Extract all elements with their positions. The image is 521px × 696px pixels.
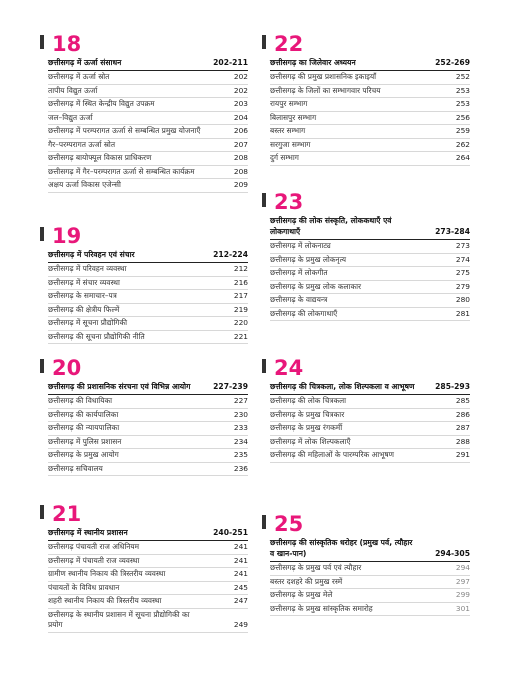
entry-title: छत्तीसगढ़ की सूचना प्रौद्योगिकी नीति — [48, 331, 145, 341]
entry-page: 259 — [455, 126, 470, 135]
toc-entry[interactable] — [48, 263, 248, 277]
entry-page: 297 — [455, 576, 470, 586]
entry-title: छत्तीसगढ़ की विधायिका — [48, 396, 113, 405]
entry-title: छत्तीसगढ़ सचिवालय — [48, 463, 103, 473]
entry-page: 209 — [233, 180, 248, 189]
toc-entry[interactable] — [48, 422, 248, 436]
entry-page: 274 — [455, 254, 470, 264]
toc-entry[interactable] — [270, 449, 470, 463]
entry-title: अक्षय ऊर्जा विकास एजेन्सी — [48, 180, 121, 189]
toc-entry[interactable] — [270, 576, 470, 590]
entry-page: 208 — [233, 166, 248, 176]
entry-page: 299 — [455, 590, 470, 599]
toc-entry[interactable] — [270, 254, 470, 268]
entry-title: छत्तीसगढ़ में परिवहन व्यवस्था — [48, 264, 127, 273]
toc-entry[interactable] — [48, 125, 248, 139]
entry-title: जल–विद्युत ऊर्जा — [48, 112, 93, 122]
entry-page: 207 — [233, 139, 248, 149]
chapter-18 — [48, 33, 248, 193]
entry-page: 262 — [455, 139, 470, 149]
chapter-20 — [48, 357, 248, 476]
chapter-title: छत्तीसगढ़ की चित्रकला, लोक शिल्पकला व आभूषण — [270, 382, 415, 391]
toc-entry[interactable] — [270, 281, 470, 295]
chapter-heading[interactable] — [48, 249, 248, 263]
toc-entry[interactable] — [270, 125, 470, 139]
chapter-heading[interactable] — [270, 215, 470, 240]
entry-title: सरगुजा सम्भाग — [270, 139, 311, 149]
toc-entry[interactable] — [48, 166, 248, 180]
chapter-number: 23 — [274, 190, 304, 214]
entry-title: छत्तीसगढ़ के प्रमुख चित्रकार — [270, 409, 345, 419]
entry-title: बिलासपुर सम्भाग — [270, 112, 317, 122]
entry-page: 245 — [233, 582, 248, 592]
toc-entry[interactable] — [270, 294, 470, 308]
toc-entry[interactable] — [48, 331, 248, 345]
entry-title: गैर–परम्परागत ऊर्जा स्रोत — [48, 139, 116, 149]
chapter-title: छत्तीसगढ़ की लोक संस्कृति, लोककथाएँ एवं लोकगाथाएँ — [270, 216, 392, 236]
entry-title: छत्तीसगढ़ के प्रमुख लोक कलाकार — [270, 281, 362, 291]
toc-entry[interactable] — [48, 609, 248, 633]
entry-title: छत्तीसगढ़ की प्रमुख प्रशासनिक इकाइयाँ — [270, 72, 377, 81]
chapter-page-range: 252-269 — [435, 58, 470, 67]
toc-entry[interactable] — [48, 290, 248, 304]
entry-title: छत्तीसगढ़ के वाद्ययन्त्र — [270, 295, 328, 304]
entry-page: 202 — [233, 72, 248, 81]
toc-entry[interactable] — [270, 267, 470, 281]
toc-entry[interactable] — [48, 139, 248, 153]
entry-title: छत्तीसगढ़ बायोफ्यूल विकास प्राधिकरण — [48, 153, 152, 162]
chapter-number: 20 — [52, 356, 82, 380]
entry-page: 294 — [455, 563, 470, 572]
chapter-heading[interactable] — [48, 381, 248, 395]
toc-entry[interactable] — [270, 603, 470, 617]
toc-entry[interactable] — [48, 317, 248, 331]
entry-title: छत्तीसगढ़ पंचायती राज अधिनियम — [48, 542, 140, 551]
entry-title: शहरी स्थानीय निकाय की त्रिस्तरीय व्यवस्था — [48, 596, 162, 605]
entry-title: छत्तीसगढ़ के स्थानीय प्रशासन में सूचना प्रौद्योगिकी का प्रयोग — [48, 609, 190, 629]
chapter-title: छत्तीसगढ़ में परिवहन एवं संचार — [48, 250, 135, 259]
entry-title: छत्तीसगढ़ की न्यायपालिका — [48, 423, 120, 432]
toc-entry[interactable] — [48, 277, 248, 291]
chapter-page-range: 212-224 — [213, 250, 248, 259]
toc-entry[interactable] — [48, 595, 248, 609]
entry-page: 281 — [455, 308, 470, 318]
entry-title: तापीय विद्युत ऊर्जा — [48, 85, 98, 95]
chapter-23 — [270, 191, 470, 321]
entry-title: छत्तीसगढ़ में स्थित केन्द्रीय विद्युत उपक्रम — [48, 99, 155, 108]
entry-page: 279 — [455, 281, 470, 291]
toc-entry[interactable] — [48, 555, 248, 569]
entry-title: छत्तीसगढ़ में संचार व्यवस्था — [48, 277, 120, 287]
toc-entry[interactable] — [48, 85, 248, 99]
entry-page: 227 — [233, 396, 248, 405]
chapter-heading[interactable] — [48, 57, 248, 71]
toc-entry[interactable] — [270, 409, 470, 423]
entry-page: 288 — [455, 436, 470, 446]
entry-title: छत्तीसगढ़ की लोक चित्रकला — [270, 396, 347, 405]
entry-title: छत्तीसगढ़ की महिलाओं के पारम्परिक आभूषण — [270, 450, 394, 459]
toc-entry[interactable] — [48, 568, 248, 582]
entry-page: 285 — [455, 396, 470, 405]
entry-title: ग्रामीण स्थानीय निकाय की त्रिस्तरीय व्यवस्था — [48, 569, 166, 578]
entry-page: 202 — [233, 85, 248, 95]
entry-page: 230 — [233, 409, 248, 419]
toc-entry[interactable] — [270, 589, 470, 603]
entry-title: छत्तीसगढ़ के प्रमुख पर्व एवं त्यौहार — [270, 563, 362, 572]
chapter-title: छत्तीसगढ़ की प्रशासनिक संरचना एवं विभिन्न आयोग — [48, 382, 191, 391]
toc-entry[interactable] — [270, 139, 470, 153]
toc-entry[interactable] — [270, 152, 470, 166]
chapter-25 — [270, 513, 470, 616]
entry-title: छत्तीसगढ़ में सूचना प्रौद्योगिकी — [48, 318, 128, 327]
toc-entry[interactable] — [270, 436, 470, 450]
toc-entry[interactable] — [270, 562, 470, 576]
chapter-page-range: 227-239 — [213, 382, 248, 391]
toc-entry[interactable] — [48, 304, 248, 318]
entry-title: छत्तीसगढ़ में लोक शिल्पकलाएँ — [270, 436, 351, 446]
toc-entry[interactable] — [48, 112, 248, 126]
chapter-number: 22 — [274, 32, 304, 56]
entry-title: छत्तीसगढ़ के प्रमुख लोकनृत्य — [270, 254, 347, 264]
entry-page: 253 — [455, 85, 470, 95]
entry-title: छत्तीसगढ़ की कार्यपालिका — [48, 409, 119, 419]
entry-page: 203 — [233, 99, 248, 108]
chapter-heading[interactable] — [270, 57, 470, 71]
entry-page: 241 — [233, 542, 248, 551]
toc-entry[interactable] — [48, 71, 248, 85]
entry-title: छत्तीसगढ़ में ऊर्जा स्रोत — [48, 72, 110, 81]
toc-entry[interactable] — [48, 395, 248, 409]
entry-title: छत्तीसगढ़ के प्रमुख मेले — [270, 590, 333, 599]
entry-title: छत्तीसगढ़ में पंचायती राज व्यवस्था — [48, 555, 140, 565]
entry-title: छत्तीसगढ़ के प्रमुख रंगकर्मी — [270, 423, 343, 432]
chapter-title: छत्तीसगढ़ में स्थानीय प्रशासन — [48, 528, 128, 537]
chapter-number: 21 — [52, 502, 82, 526]
chapter-22 — [270, 33, 470, 166]
entry-title: छत्तीसगढ़ के समाचार–पत्र — [48, 291, 117, 300]
entry-title: बस्तर दशहरे की प्रमुख रस्में — [270, 576, 343, 586]
entry-page: 204 — [233, 112, 248, 122]
toc-entry[interactable] — [270, 308, 470, 322]
entry-page: 249 — [233, 620, 248, 629]
entry-title: छत्तीसगढ़ में गैर–परम्परागत ऊर्जा से सम्बन्धित कार्यक्रम — [48, 166, 195, 176]
entry-page: 221 — [233, 331, 248, 341]
entry-page: 241 — [233, 569, 248, 578]
chapter-page-range: 285-293 — [435, 382, 470, 391]
entry-page: 233 — [233, 423, 248, 432]
entry-title: पंचायतों के विविध प्रावधान — [48, 582, 120, 592]
chapter-number: 18 — [52, 32, 82, 56]
entry-title: छत्तीसगढ़ के प्रमुख सांस्कृतिक समारोह — [270, 603, 373, 613]
entry-page: 217 — [233, 291, 248, 300]
entry-title: छत्तीसगढ़ की क्षेत्रीय फिल्में — [48, 304, 120, 314]
chapter-heading[interactable] — [270, 381, 470, 395]
entry-page: 235 — [233, 450, 248, 459]
chapter-number: 25 — [274, 512, 304, 536]
toc-entry[interactable] — [270, 395, 470, 409]
entry-title: बस्तर सम्भाग — [270, 126, 306, 135]
entry-title: छत्तीसगढ़ के प्रमुख आयोग — [48, 450, 119, 459]
chapter-page-range: 273-284 — [435, 227, 470, 236]
entry-page: 291 — [455, 450, 470, 459]
toc-entry[interactable] — [48, 449, 248, 463]
entry-page: 301 — [455, 603, 470, 613]
entry-page: 208 — [233, 153, 248, 162]
entry-page: 252 — [455, 72, 470, 81]
toc-entry[interactable] — [270, 71, 470, 85]
chapter-page-range: 202-211 — [213, 58, 248, 67]
chapter-heading[interactable] — [48, 527, 248, 541]
chapter-21 — [48, 503, 248, 633]
chapter-number: 19 — [52, 224, 82, 248]
entry-page: 286 — [455, 409, 470, 419]
entry-title: छत्तीसगढ़ में परम्परागत ऊर्जा से सम्बन्धित प्रमुख योजनाएँ — [48, 126, 201, 135]
chapter-title: छत्तीसगढ़ की सांस्कृतिक धरोहर (प्रमुख पर्व, त्यौहार व खान-पान) — [270, 538, 413, 558]
toc-entry[interactable] — [48, 98, 248, 112]
entry-page: 264 — [455, 153, 470, 162]
entry-page: 247 — [233, 596, 248, 605]
chapter-19 — [48, 225, 248, 344]
toc-entry[interactable] — [48, 582, 248, 596]
entry-title: छत्तीसगढ़ की लोकगाथाएँ — [270, 308, 338, 318]
entry-page: 216 — [233, 277, 248, 287]
chapter-page-range: 294-305 — [435, 549, 470, 558]
entry-page: 280 — [455, 295, 470, 304]
entry-page: 234 — [233, 436, 248, 446]
chapter-heading[interactable] — [270, 537, 470, 562]
entry-page: 220 — [233, 318, 248, 327]
toc-entry[interactable] — [48, 541, 248, 555]
chapter-title: छत्तीसगढ़ का जिलेवार अध्ययन — [270, 58, 356, 67]
entry-page: 206 — [233, 126, 248, 135]
entry-page: 256 — [455, 112, 470, 122]
toc-entry[interactable] — [48, 463, 248, 477]
toc-entry[interactable] — [270, 98, 470, 112]
toc-entry[interactable] — [270, 85, 470, 99]
chapter-number: 24 — [274, 356, 304, 380]
toc-entry[interactable] — [270, 112, 470, 126]
entry-title: छत्तीसगढ़ में लोकनाट्य — [270, 241, 331, 250]
toc-entry[interactable] — [270, 240, 470, 254]
entry-page: 219 — [233, 304, 248, 314]
entry-page: 253 — [455, 99, 470, 108]
chapter-24 — [270, 357, 470, 463]
entry-title: छत्तीसगढ़ में पुलिस प्रशासन — [48, 436, 122, 446]
entry-title: रायपुर सम्भाग — [270, 99, 308, 108]
toc-entry[interactable] — [48, 179, 248, 193]
entry-title: छत्तीसगढ़ में लोकगीत — [270, 268, 328, 277]
entry-page: 241 — [233, 555, 248, 565]
entry-page: 212 — [233, 264, 248, 273]
entry-title: छत्तीसगढ़ के जिलों का सम्भागवार परिचय — [270, 85, 381, 95]
toc-entry[interactable] — [48, 409, 248, 423]
toc-entry[interactable] — [48, 152, 248, 166]
entry-title: दुर्ग सम्भाग — [270, 153, 299, 162]
chapter-title: छत्तीसगढ़ में ऊर्जा संसाधन — [48, 58, 122, 67]
entry-page: 236 — [233, 463, 248, 473]
toc-entry[interactable] — [48, 436, 248, 450]
entry-page: 273 — [455, 241, 470, 250]
entry-page: 287 — [455, 423, 470, 432]
chapter-page-range: 240-251 — [213, 528, 248, 537]
toc-entry[interactable] — [270, 422, 470, 436]
entry-page: 275 — [455, 268, 470, 277]
